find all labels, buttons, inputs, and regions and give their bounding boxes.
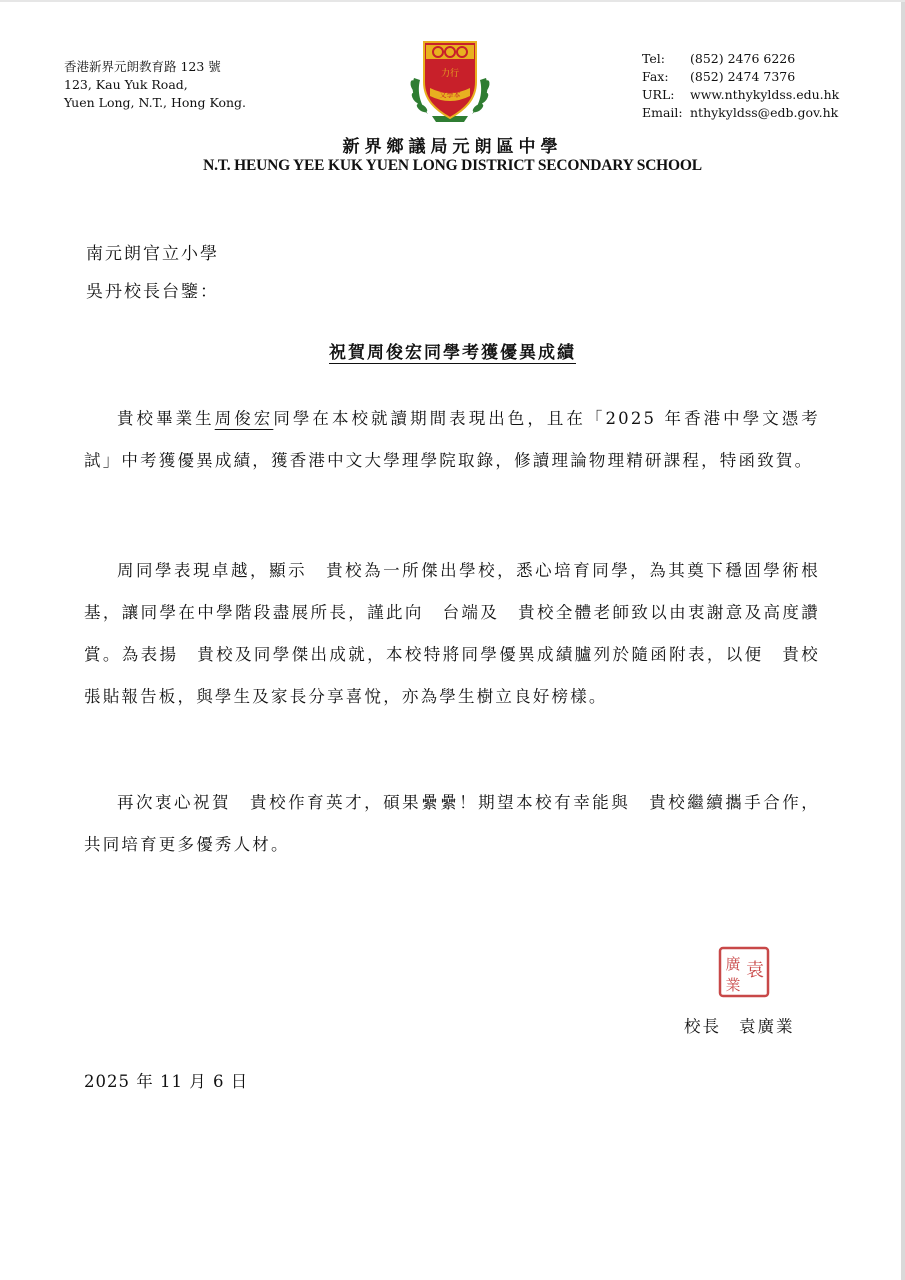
address-line-city: Yuen Long, N.T., Hong Kong. — [64, 95, 247, 110]
subject-text: 祝賀周俊宏同學考獲優異成績 — [329, 343, 576, 363]
letter-date: 2025 年 11 月 6 日 — [84, 1072, 249, 1091]
recipient-principal: 吳丹校長台鑒： — [86, 282, 219, 302]
address-line-street: 123, Kau Yuk Road, — [64, 77, 188, 92]
contact-url: URL: www.nthykyldss.edu.hk — [642, 87, 840, 102]
body-paragraph-1: 貴校畢業生周俊宏同學在本校就讀期間表現出色，且在「2025 年香港中學文憑考試」中考獲優異成績，獲香港中文大學理學院取錄，修讀理論物理精研課程，特函致賀。 — [84, 409, 821, 470]
student-name: 周俊宏 — [214, 409, 274, 428]
signer-name: 袁廣業 — [739, 1017, 795, 1036]
svg-text:業: 業 — [725, 976, 741, 994]
contact-fax: Fax: (852) 2474 7376 — [642, 69, 796, 84]
address-line-cn: 香港新界元朗教育路 123 號 — [64, 59, 221, 74]
contact-tel: Tel: (852) 2476 6226 — [642, 51, 796, 66]
letter-subject — [0, 338, 905, 363]
school-name-en: N.T. HEUNG YEE KUK YUEN LONG DISTRICT SECONDARY SCHOOL — [203, 157, 702, 174]
principal-seal — [718, 946, 770, 998]
logo-banner-text: 文學本 — [439, 91, 461, 99]
page-edge — [901, 0, 905, 1280]
school-name-cn: 新界鄉議局元朗區中學 — [342, 137, 563, 157]
body-paragraph-3: 再次衷心祝賀 貴校作育英才，碩果纍纍！期望本校有幸能與 貴校繼續攜手合作，共同培育更多優秀人材。 — [84, 793, 820, 854]
body-paragraph-2: 周同學表現卓越，顯示 貴校為一所傑出學校，悉心培育同學，為其奠下穩固學術根基，讓同學在中學階段盡展所長，謹此向 台端及 貴校全體老師致以由衷謝意及高度讚賞。為表揚 貴校及同學傑出成就，本校特將同學優異成績臚列於隨函附表，以便 貴校張貼報告板，與學生及家長分享喜悅，亦為學生樹立良好榜樣。 — [84, 561, 820, 706]
recipient-block — [86, 235, 219, 311]
signature-line — [684, 1013, 795, 1037]
contact-email: Email: nthykyldss@edb.gov.hk — [642, 105, 839, 120]
school-logo — [408, 38, 492, 126]
letterhead-address — [64, 58, 246, 112]
svg-text:廣: 廣 — [725, 955, 741, 973]
signer-title: 校長 — [684, 1017, 721, 1036]
letterhead-contact — [642, 50, 839, 122]
recipient-school: 南元朗官立小學 — [86, 244, 219, 264]
page-edge-top — [0, 0, 905, 2]
logo-motto: 力行 — [440, 69, 460, 79]
svg-text:袁: 袁 — [746, 960, 764, 981]
